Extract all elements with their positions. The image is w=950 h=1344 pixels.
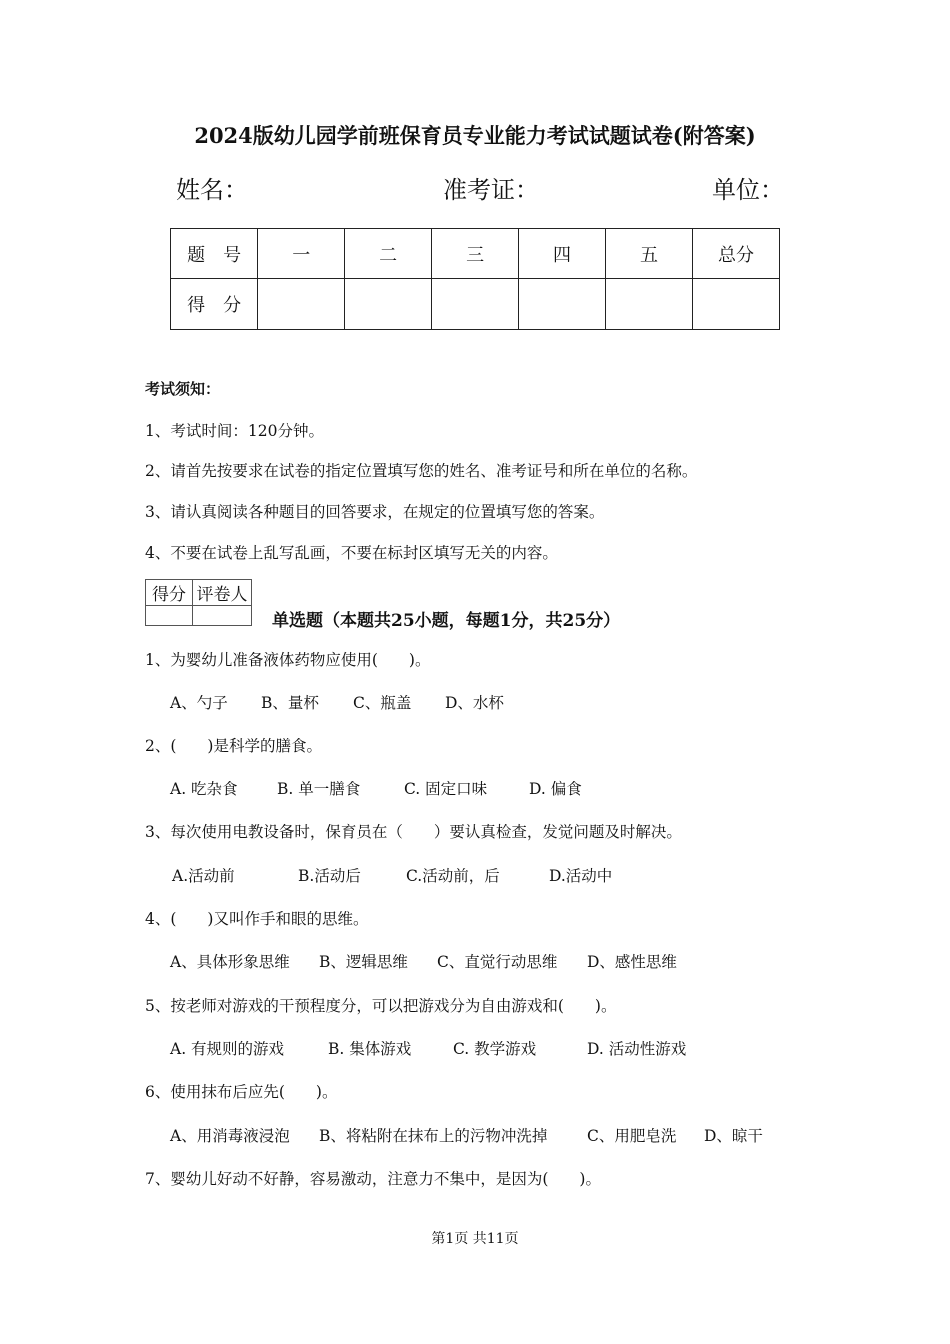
- option: D、感性思维: [587, 953, 677, 971]
- score-table-score-row: [171, 279, 780, 330]
- section-title: 单选题（本题共25小题，每题1分，共25分）: [272, 611, 621, 631]
- option: C、用肥皂洗: [587, 1127, 677, 1145]
- score-cell[interactable]: [519, 279, 606, 330]
- option: D、水杯: [445, 694, 504, 712]
- score-header-cell: 题 号: [171, 229, 258, 279]
- grader-table: [145, 579, 252, 626]
- option: C. 固定口味: [404, 780, 488, 798]
- option: D、晾干: [704, 1127, 763, 1145]
- question-text: 3、每次使用电教设备时，保育员在（ ）要认真检查，发觉问题及时解决。: [145, 823, 682, 841]
- document-title: 2024版幼儿园学前班保育员专业能力考试试题试卷(附答案): [194, 123, 756, 148]
- grader-name-label: 评卷人: [193, 580, 252, 606]
- exam-id-field-label: 准考证：: [443, 176, 539, 204]
- question-text: 7、婴幼儿好动不好静，容易激动，注意力不集中，是因为( )。: [145, 1170, 601, 1188]
- option: B. 单一膳食: [277, 780, 361, 798]
- notice-item: 3、请认真阅读各种题目的回答要求，在规定的位置填写您的答案。: [145, 503, 605, 521]
- score-cell[interactable]: [345, 279, 432, 330]
- unit-field-label: 单位：: [712, 176, 784, 204]
- score-table-header-row: [171, 229, 780, 279]
- notice-title: 考试须知：: [145, 380, 221, 398]
- score-cell[interactable]: [692, 279, 779, 330]
- option: C. 教学游戏: [453, 1040, 537, 1058]
- score-header-cell: 总分: [692, 229, 779, 279]
- option: A. 有规则的游戏: [170, 1040, 285, 1058]
- score-cell[interactable]: [432, 279, 519, 330]
- score-header-cell: 一: [258, 229, 345, 279]
- option: C、瓶盖: [353, 694, 412, 712]
- notice-item: 2、请首先按要求在试卷的指定位置填写您的姓名、准考证号和所在单位的名称。: [145, 462, 698, 480]
- option: B. 集体游戏: [328, 1040, 412, 1058]
- question-text: 1、为婴幼儿准备液体药物应使用( )。: [145, 651, 431, 669]
- name-field-label: 姓名：: [176, 176, 248, 204]
- option: C、直觉行动思维: [437, 953, 558, 971]
- question-text: 4、( )又叫作手和眼的思维。: [145, 910, 369, 928]
- option: A.活动前: [172, 867, 235, 885]
- option: A、用消毒液浸泡: [170, 1127, 290, 1145]
- grader-score-label: 得分: [146, 580, 193, 606]
- notice-item: 1、考试时间：120分钟。: [145, 422, 324, 440]
- option: A、勺子: [170, 694, 228, 712]
- option: B、逻辑思维: [319, 953, 408, 971]
- score-header-cell: 五: [606, 229, 693, 279]
- score-header-cell: 二: [345, 229, 432, 279]
- grader-name-cell[interactable]: [193, 606, 252, 626]
- score-table: [170, 228, 780, 330]
- score-cell[interactable]: [258, 279, 345, 330]
- score-header-cell: 三: [432, 229, 519, 279]
- question-text: 6、使用抹布后应先( )。: [145, 1083, 338, 1101]
- score-header-cell: 四: [519, 229, 606, 279]
- option: A、具体形象思维: [170, 953, 290, 971]
- option: B.活动后: [298, 867, 361, 885]
- score-row-label: 得 分: [171, 279, 258, 330]
- question-text: 5、按老师对游戏的干预程度分，可以把游戏分为自由游戏和( )。: [145, 997, 617, 1015]
- option: D. 偏食: [529, 780, 582, 798]
- page-footer: 第1页 共11页: [431, 1231, 519, 1247]
- notice-item: 4、不要在试卷上乱写乱画，不要在标封区填写无关的内容。: [145, 544, 558, 562]
- option: A. 吃杂食: [170, 780, 238, 798]
- option: B、量杯: [261, 694, 319, 712]
- option: B、将粘附在抹布上的污物冲洗掉: [319, 1127, 548, 1145]
- grader-score-cell[interactable]: [146, 606, 193, 626]
- option: D.活动中: [549, 867, 613, 885]
- score-cell[interactable]: [606, 279, 693, 330]
- option: D. 活动性游戏: [587, 1040, 687, 1058]
- question-text: 2、( )是科学的膳食。: [145, 737, 322, 755]
- option: C.活动前，后: [406, 867, 500, 885]
